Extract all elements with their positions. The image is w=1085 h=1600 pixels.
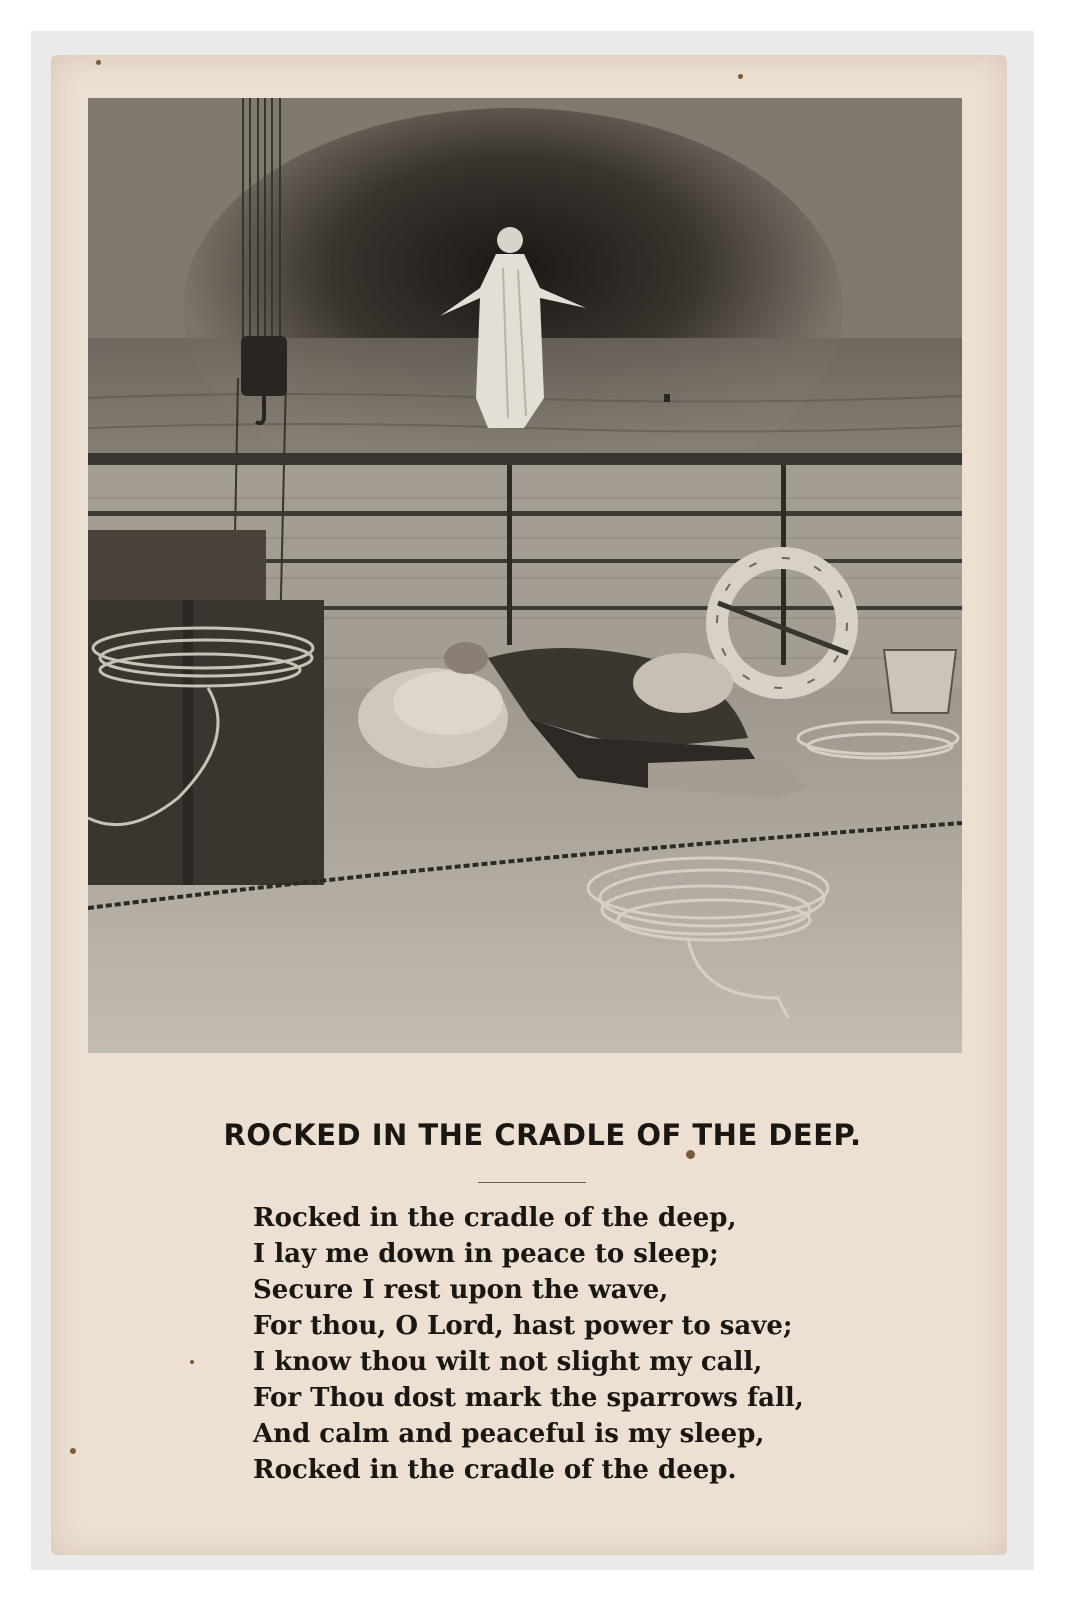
photograph [88,98,962,1053]
postcard-title: ROCKED IN THE CRADLE OF THE DEEP. [223,1118,862,1152]
age-speck [738,74,743,79]
verse-line: Secure I rest upon the wave, [253,1275,669,1305]
verse-line: And calm and peaceful is my sleep, [253,1419,765,1449]
verse-line: I know thou wilt not slight my call, [253,1347,763,1377]
age-speck [96,60,101,65]
verse-line: I lay me down in peace to sleep; [253,1239,719,1269]
verse-line: Rocked in the cradle of the deep. [253,1455,737,1485]
verse-line: For thou, O Lord, hast power to save; [253,1311,793,1341]
age-speck [190,1360,194,1364]
verse [253,1200,893,1488]
title-divider [478,1182,586,1183]
verse-line: For Thou dost mark the sparrows fall, [253,1383,804,1413]
verse-line: Rocked in the cradle of the deep, [253,1203,737,1233]
age-speck [70,1448,76,1454]
ship-deck-scene [88,98,962,1053]
